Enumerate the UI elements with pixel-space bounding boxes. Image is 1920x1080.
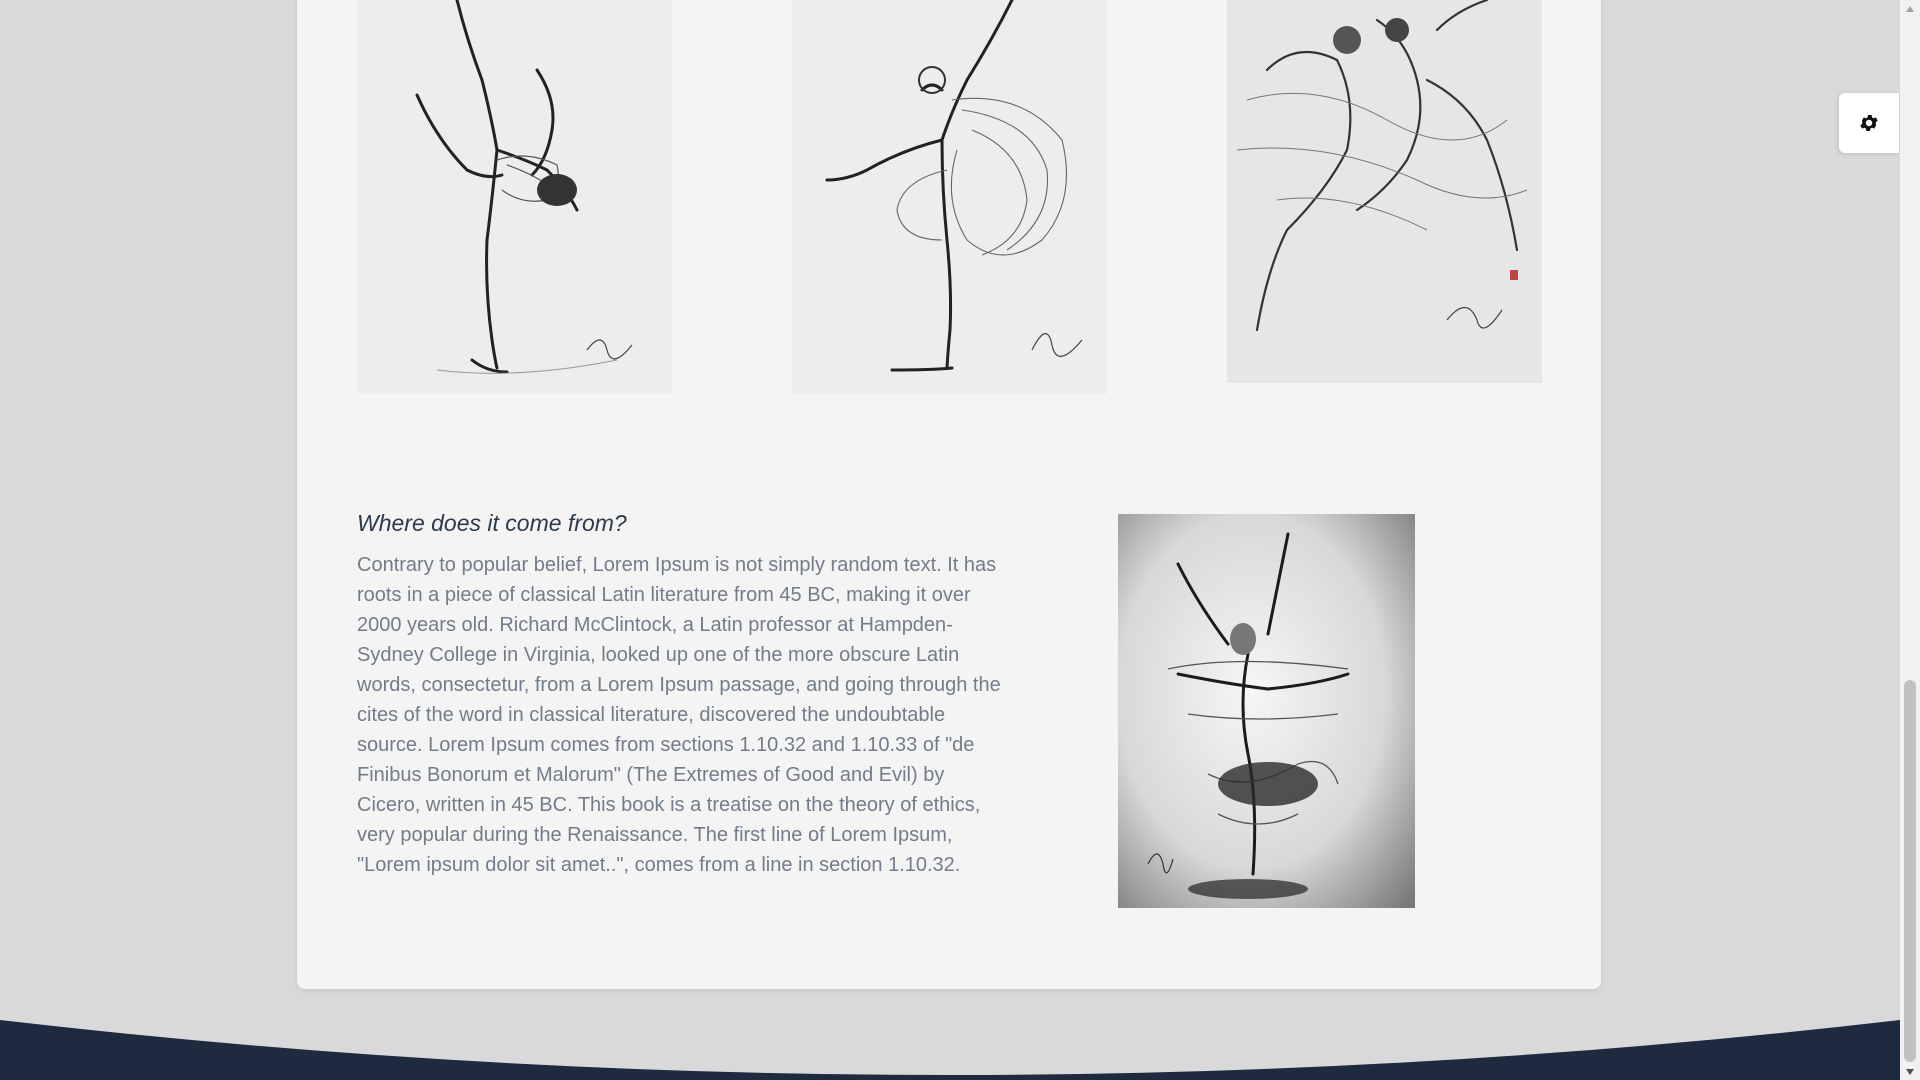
section-heading: Where does it come from? — [357, 510, 627, 536]
sketch-drawing — [357, 0, 672, 393]
vertical-scrollbar[interactable] — [1900, 0, 1920, 1080]
gallery-image-leaping-dancers — [1227, 0, 1542, 383]
section-paragraph: Contrary to popular belief, Lorem Ipsum is not simply random text. It has roots in a piece of classical Latin literature from 45 BC, making it over 2000 years old. Richard McClintock, a Latin professor at Hampden-Sydney College in Virginia, looked up one of the more obscure Latin words, consectetur, from a Lorem Ipsum passage, and going through the cites of the word in classical literature, discovered the undoubtable source. Lorem Ipsum comes from sections 1.10.32 and 1.10.33 of "de Finibus Bonorum et Malorum" (The Extremes of Good and Evil) by Cicero, written in 45 BC. This book is a treatise on the theory of ethics, very popular during the Renaissance. The first line of Lorem Ipsum, "Lorem ipsum dolor sit amet..", comes from a line in section 1.10.32. — [357, 554, 1001, 876]
sketch-drawing — [1227, 0, 1542, 383]
settings-button[interactable] — [1839, 93, 1899, 153]
footer-wave — [0, 1010, 1900, 1080]
scroll-up-arrow[interactable] — [1900, 0, 1920, 17]
gallery-image-ballerina-arabesque — [357, 0, 672, 393]
feature-image-ballerina — [1118, 514, 1415, 908]
gallery-image-dancer-skirt — [792, 0, 1107, 394]
scroll-down-arrow[interactable] — [1900, 1063, 1920, 1080]
sketch-drawing — [792, 0, 1107, 394]
sketch-drawing — [1118, 514, 1415, 908]
gear-icon — [1858, 112, 1880, 134]
chevron-down-icon — [1906, 1069, 1914, 1075]
scrollbar-thumb[interactable] — [1904, 680, 1916, 1062]
chevron-up-icon — [1906, 6, 1914, 12]
